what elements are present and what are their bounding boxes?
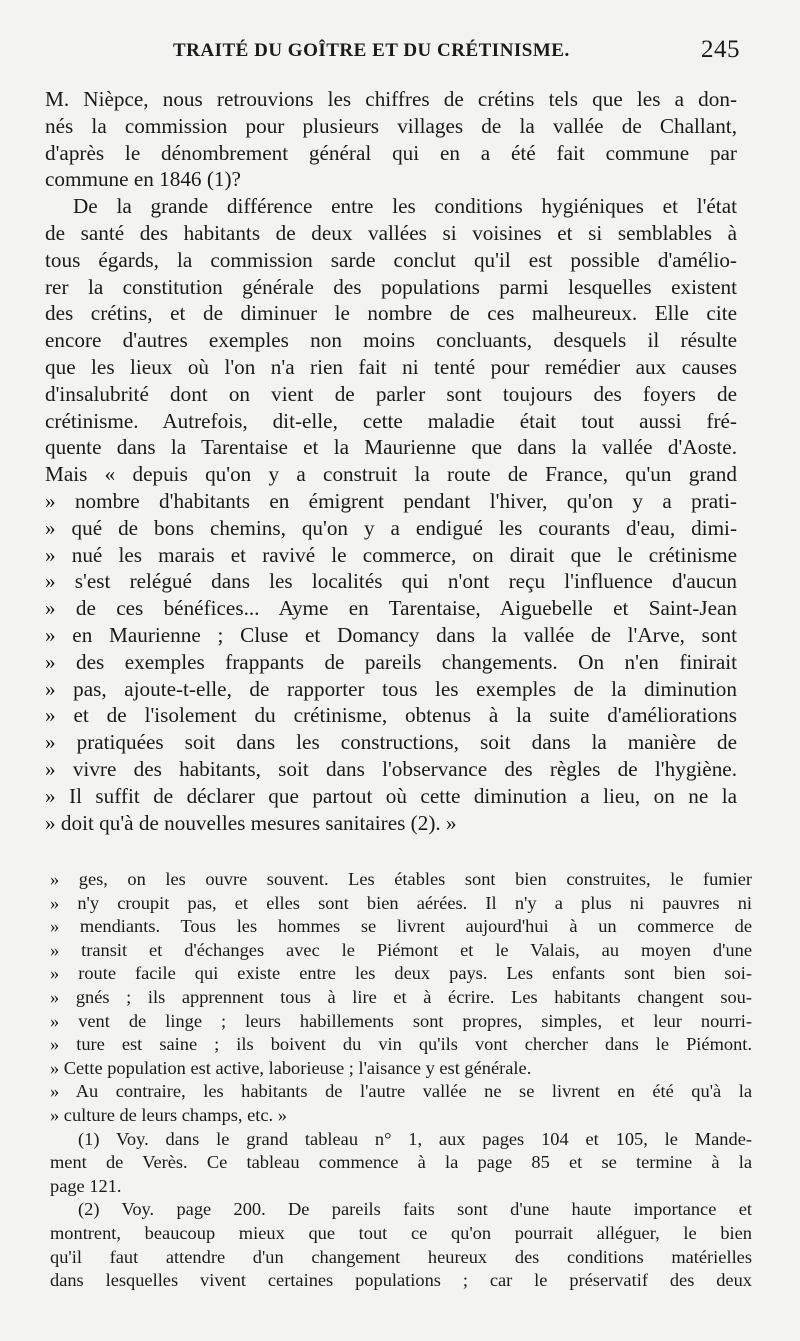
text-line: tous égards, la commission sarde conclut qu'il est possible d'amélio- [45,247,737,272]
text-line: » s'est relégué dans les localités qui n'ont reçu l'influence d'aucun [45,569,737,594]
footnote-line: » culture de leurs champs, etc. » [50,1104,287,1125]
footnotes [50,868,752,1293]
footnote-line: » gnés ; ils apprennent tous à lire et à écrire. Les habitants changent sou- [50,986,752,1007]
footnote-line: » Au contraire, les habitants de l'autre vallée ne se livrent en été qu'à la [50,1081,752,1102]
text-line: commune en 1846 (1)? [45,167,241,192]
footnote-line: » n'y croupit pas, et elles sont bien aérées. Il n'y a plus ni pauvres ni [50,892,752,913]
text-line: encore d'autres exemples non moins concluants, desquels il résulte [45,328,737,353]
running-title: TRAITÉ DU GOÎTRE ET DU CRÉTINISME. [173,40,570,61]
footnote-line: ment de Verès. Ce tableau commence à la page 85 et se termine à la [50,1152,752,1173]
text-line: » Il suffit de déclarer que partout où cette diminution a lieu, on ne la [45,783,737,808]
footnote-line: page 121. [50,1175,122,1196]
main-text [45,86,737,836]
text-line: » qué de bons chemins, qu'on y a endigué les courants d'eau, dimi- [45,515,737,540]
footnote-line: (1) Voy. dans le grand tableau n° 1, aux pages 104 et 105, le Mande- [78,1128,752,1149]
footnote-line: » transit et d'échanges avec le Piémont et le Valais, au moyen d'une [50,939,752,960]
text-line: rer la constitution générale des populations parmi lesquelles existent [45,274,737,299]
text-line: » vivre des habitants, soit dans l'observance des règles de l'hygiène. [45,756,737,781]
text-line: que les lieux où l'on n'a rien fait ni tenté pour remédier aux causes [45,354,737,379]
footnote-line: » vent de linge ; leurs habillements sont propres, simples, et leur nourri- [50,1010,752,1031]
footnote-line: qu'il faut attendre d'un changement heureux des conditions matérielles [50,1246,752,1267]
text-line: de santé des habitants de deux vallées si voisines et si semblables à [45,220,737,245]
running-header [45,36,740,70]
footnote-line: (2) Voy. page 200. De pareils faits sont d'une haute importance et [78,1199,752,1220]
footnote-line: dans lesquelles vivent certaines populations ; car le préservatif des deux [50,1270,752,1291]
text-line: » pas, ajoute-t-elle, de rapporter tous les exemples de la diminution [45,676,737,701]
text-line: » de ces bénéfices... Ayme en Tarentaise, Aiguebelle et Saint-Jean [45,596,737,621]
page-number: 245 [701,36,740,63]
text-line: des crétins, et de diminuer le nombre de ces malheureux. Elle cite [45,301,737,326]
text-line: » pratiquées soit dans les constructions, soit dans la manière de [45,730,737,755]
text-line: d'insalubrité dont on vient de parler sont toujours des foyers de [45,381,737,406]
footnote-line: » ges, on les ouvre souvent. Les étables sont bien construites, le fumier [50,869,752,889]
footnote-line: montrent, beaucoup mieux que tout ce qu'on pourrait alléguer, le bien [50,1222,752,1243]
footnote-line: » mendiants. Tous les hommes se livrent aujourd'hui à un commerce de [50,916,752,937]
text-line: » en Maurienne ; Cluse et Domancy dans la vallée de l'Arve, sont [45,622,737,647]
text-line: d'après le dénombrement général qui en a été fait commune par [45,140,737,165]
text-line: » nombre d'habitants en émigrent pendant l'hiver, qu'on y a prati- [45,488,737,513]
text-line: » nué les marais et ravivé le commerce, on dirait que le crétinisme [45,542,737,567]
text-line: crétinisme. Autrefois, dit-elle, cette maladie était tout aussi fré- [45,408,737,433]
text-line: » et de l'isolement du crétinisme, obtenus à la suite d'améliorations [45,703,737,728]
text-line: » des exemples frappants de pareils changements. On n'en finirait [45,649,737,674]
text-line: M. Nièpce, nous retrouvions les chiffres de crétins tels que les a don- [45,87,737,111]
footnote-line: » Cette population est active, laborieuse ; l'aisance y est générale. [50,1057,532,1078]
text-line: De la grande différence entre les conditions hygiéniques et l'état [73,194,737,219]
footnote-line: » route facile qui existe entre les deux pays. Les enfants sont bien soi- [50,963,752,984]
text-line: » doit qu'à de nouvelles mesures sanitaires (2). » [45,810,457,835]
footnote-line: » ture est saine ; ils boivent du vin qu'ils vont chercher dans le Piémont. [50,1034,752,1055]
text-line: nés la commission pour plusieurs villages de la vallée de Challant, [45,113,737,138]
text-line: quente dans la Tarentaise et la Maurienne que dans la vallée d'Aoste. [45,435,737,460]
text-line: Mais « depuis qu'on y a construit la route de France, qu'un grand [45,462,737,487]
